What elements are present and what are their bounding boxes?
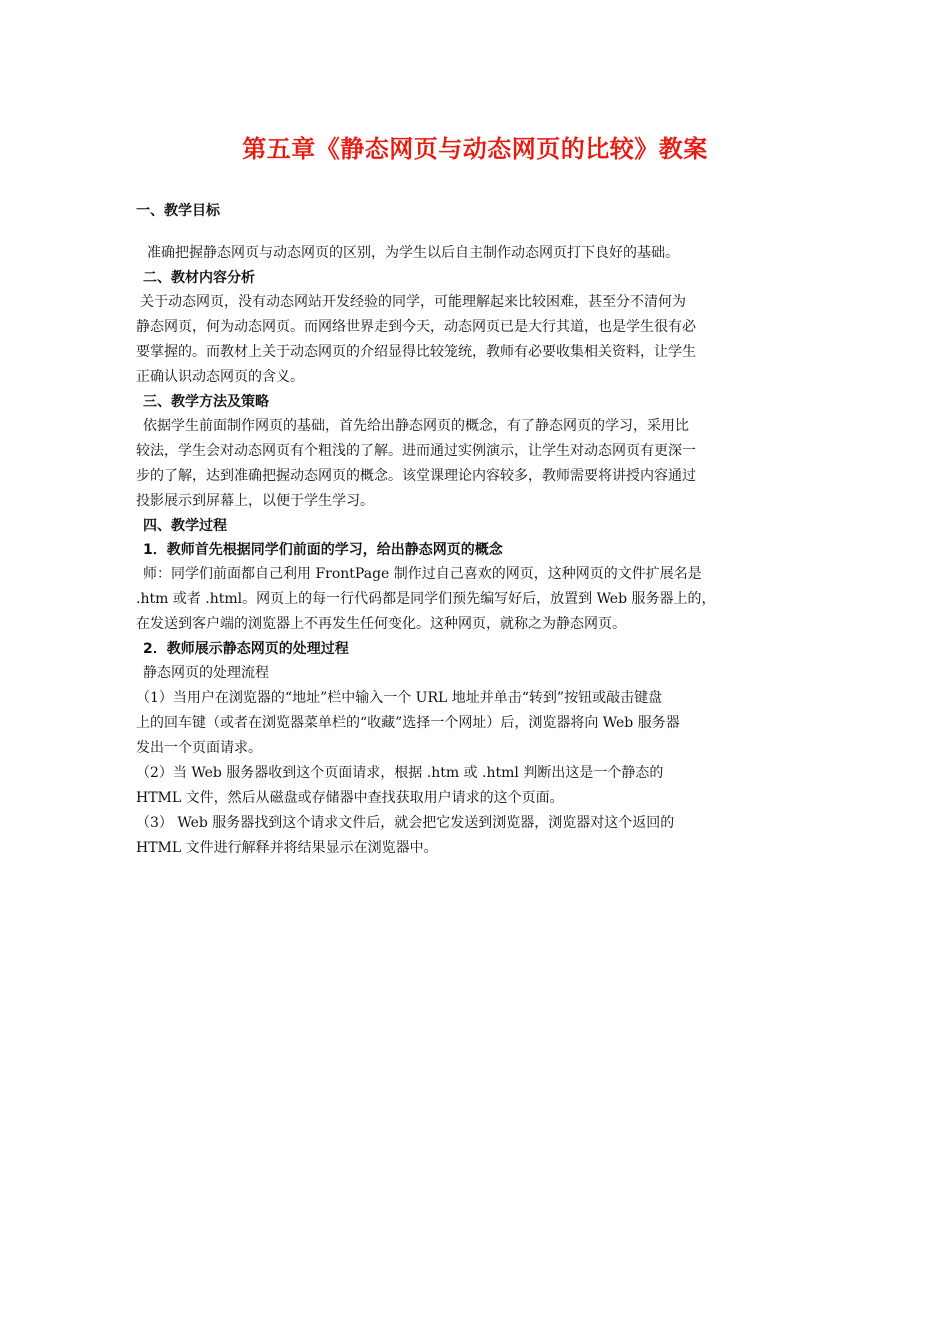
method-line: 投影展示到屏幕上，以便于学生学习。 [136, 493, 374, 509]
flow-line: （3） Web 服务器找到这个请求文件后，就会把它发送到浏览器，浏览器对这个返回的 [136, 815, 675, 831]
method-line: 步的了解，达到准确把握动态网页的概念。该堂课理论内容较多，教师需要将讲授内容通过 [136, 468, 696, 484]
flow-line: HTML 文件，然后从磁盘或存储器中查找获取用户请求的这个页面。 [136, 790, 564, 806]
step1-line: 师：同学们前面都自己利用 FrontPage 制作过自己喜欢的网页，这种网页的文件扩展名是 [143, 566, 702, 582]
flow-line: HTML 文件进行解释并将结果显示在浏览器中。 [136, 840, 438, 856]
analysis-line: 关于动态网页，没有动态网站开发经验的同学，可能理解起来比较困难，甚至分不清何为 [140, 294, 686, 310]
flow-line: 发出一个页面请求。 [136, 740, 262, 756]
step1-line: 在发送到客户端的浏览器上不再发生任何变化。这种网页，就称之为静态网页。 [136, 616, 626, 632]
analysis-line: 要掌握的。而教材上关于动态网页的介绍显得比较笼统，教师有必要收集相关资料，让学生 [136, 344, 696, 360]
section-heading-goal: 一、教学目标 [136, 203, 220, 219]
step1-heading: 1．教师首先根据同学们前面的学习，给出静态网页的概念 [143, 542, 503, 558]
method-line: 依据学生前面制作网页的基础，首先给出静态网页的概念，有了静态网页的学习，采用比 [143, 418, 689, 434]
analysis-line: 静态网页，何为动态网页。而网络世界走到今天，动态网页已是大行其道，也是学生很有必 [136, 319, 696, 335]
method-line: 较法，学生会对动态网页有个粗浅的了解。进而通过实例演示，让学生对动态网页有更深一 [136, 443, 696, 459]
flow-label: 静态网页的处理流程 [143, 665, 269, 681]
goal-paragraph: 准确把握静态网页与动态网页的区别，为学生以后自主制作动态网页打下良好的基础。 [147, 245, 679, 261]
document-body [136, 199, 826, 861]
flow-line: （2）当 Web 服务器收到这个页面请求，根据 .htm 或 .html 判断出这是一个静态的 [136, 765, 664, 781]
section-heading-method: 三、教学方法及策略 [143, 394, 269, 410]
analysis-line: 正确认识动态网页的含义。 [136, 369, 304, 385]
step1-line: .htm 或者 .html。网页上的每一行代码都是同学们预先编写好后，放置到 Web 服务器上的， [136, 591, 716, 607]
page-title: 第五章《静态网页与动态网页的比较》教案 [242, 135, 708, 163]
section-heading-analysis: 二、教材内容分析 [143, 270, 255, 286]
flow-line: （1）当用户在浏览器的“地址”栏中输入一个 URL 地址并单击“转到”按钮或敲击键盘 [136, 690, 663, 706]
flow-line: 上的回车键（或者在浏览器菜单栏的“收藏”选择一个网址）后，浏览器将向 Web 服务器 [136, 715, 680, 731]
step2-heading: 2．教师展示静态网页的处理过程 [143, 641, 349, 657]
section-heading-process: 四、教学过程 [143, 518, 227, 534]
